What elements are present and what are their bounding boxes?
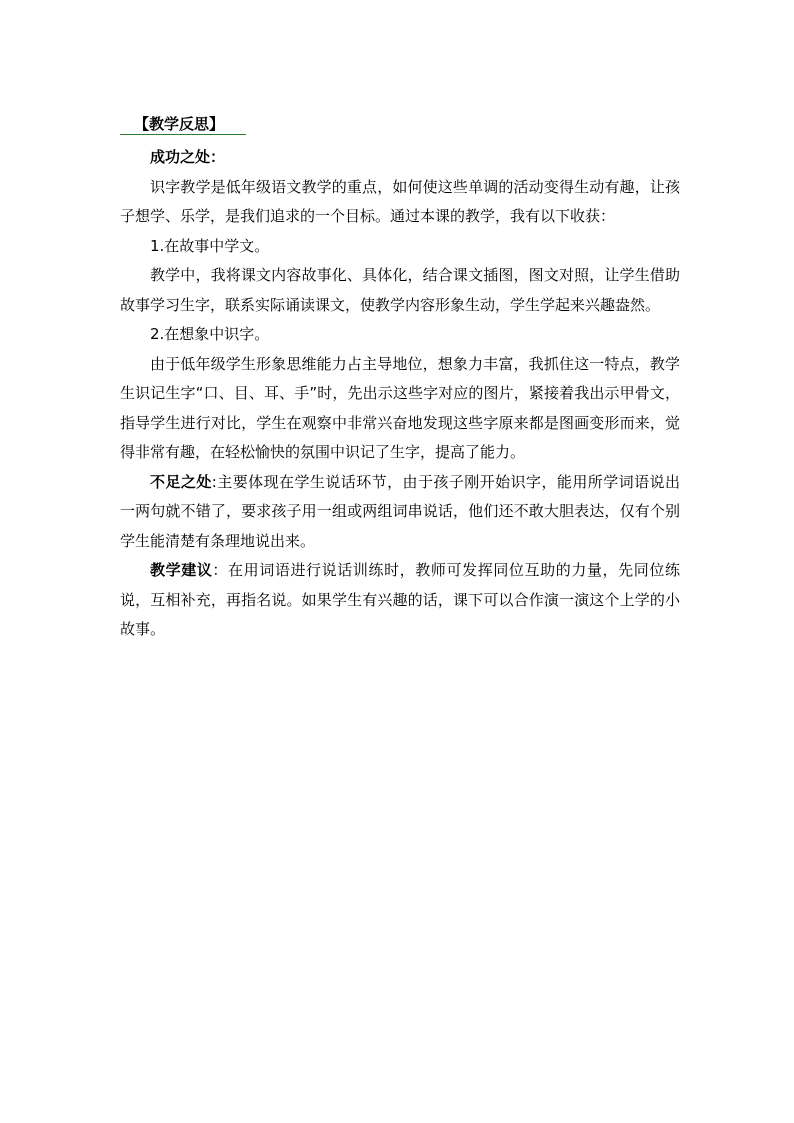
point1-title: 1.在故事中学文。 [150,236,270,255]
shortcoming-paragraph [120,468,680,557]
suggestion-label: 教学建议 [150,561,213,579]
intro-paragraph: 识字教学是低年级语文教学的重点，如何使这些单调的活动变得生动有趣，让孩子想学、乐学，是我们追求的一个目标。通过本课的教学，我有以下收获： [120,177,680,225]
section-heading: 【教学反思】 [120,114,246,135]
suggestion-text: ：在用词语进行说话训练时，教师可发挥同位互助的力量，先同位练说，互相补充，再指名说。如果学生有兴趣的话，课下可以合作演一演这个上学的小故事。 [120,561,680,638]
shortcoming-text: :主要体现在学生说话环节，由于孩子刚开始识字，能用所学词语说出一两句就不错了，要求孩子用一组或两组词串说话，他们还不敢大胆表达，仅有个别学生能清楚有条理地说出来。 [120,472,680,550]
section-heading-line [120,113,680,135]
suggestion-paragraph [120,556,680,645]
shortcoming-label: 不足之处 [150,472,212,491]
success-label: 成功之处： [150,148,226,166]
point2-title: 2.在想象中识字。 [150,325,270,343]
point2-paragraph: 由于低年级学生形象思维能力占主导地位，想象力丰富，我抓住这一特点，教学生识记生字“口、目、耳、手”时，先出示这些字对应的图片，紧接着我出示甲骨文，指导学生进行对比，学生在观察中非常兴奋地发现这些字原来都是图画变形而来，觉得非常有趣，在轻松愉快的氛围中识记了生字，提高了能力。 [120,354,680,461]
point1-paragraph: 教学中，我将课文内容故事化、具体化，结合课文插图，图文对照，让学生借助故事学习生字，联系实际诵读课文，使教学内容形象生动，学生学起来兴趣盎然。 [120,266,680,314]
document-body [120,113,680,645]
